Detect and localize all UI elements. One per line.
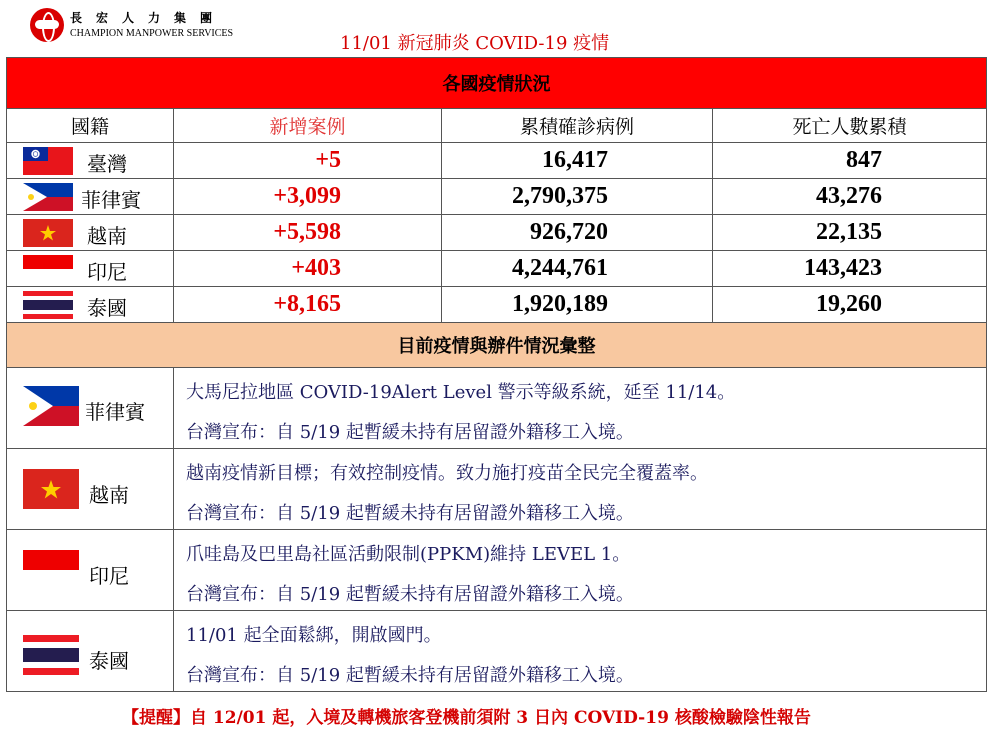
total-cases-value: 1,920,189 [442, 287, 713, 323]
stats-table [6, 57, 987, 323]
table-row [7, 179, 987, 215]
policy-text: 台灣宣布：自 5/19 起暫緩未持有居留證外籍移工入境。 [186, 503, 634, 524]
deaths-value: 43,276 [713, 179, 987, 215]
column-header-deaths: 死亡人數累積 [713, 109, 987, 143]
policy-text: 台灣宣布：自 5/19 起暫緩未持有居留證外籍移工入境。 [186, 665, 634, 686]
entry-reminder: 【提醒】自 12/01 起，入境及轉機旅客登機前須附 3 日內 COVID-19 核酸檢驗陰性報告 [122, 708, 811, 728]
status-text: 大馬尼拉地區 COVID-19Alert Level 警示等級系統，延至 11/14。 [186, 382, 736, 403]
table-row [7, 215, 987, 251]
list-item [7, 449, 987, 530]
list-item [7, 611, 987, 692]
company-name-cn: 長宏人力集團 [70, 11, 227, 25]
taiwan-flag-icon [23, 147, 73, 175]
summary-section-title: 目前疫情與辦件情況彙整 [7, 323, 987, 368]
list-item [7, 368, 987, 449]
status-text: 越南疫情新目標；有效控制疫情。致力施打疫苗全民完全覆蓋率。 [186, 463, 708, 484]
philippines-flag-icon [23, 183, 73, 211]
deaths-value: 19,260 [713, 287, 987, 323]
company-logo-icon [30, 8, 64, 42]
philippines-flag-icon [23, 386, 79, 426]
deaths-value: 143,423 [713, 251, 987, 287]
total-cases-value: 926,720 [442, 215, 713, 251]
country-name: 印尼 [87, 260, 127, 284]
new-cases-value: +5,598 [174, 215, 442, 251]
total-cases-value: 2,790,375 [442, 179, 713, 215]
stats-section-title: 各國疫情狀況 [7, 58, 987, 109]
company-name-en: CHAMPION MANPOWER SERVICES [70, 28, 234, 39]
total-cases-value: 4,244,761 [442, 251, 713, 287]
table-row [7, 287, 987, 323]
policy-text: 台灣宣布：自 5/19 起暫緩未持有居留證外籍移工入境。 [186, 584, 634, 605]
summary-table [6, 322, 987, 692]
country-name: 菲律賓 [85, 400, 145, 424]
country-name: 印尼 [89, 564, 129, 588]
policy-text: 台灣宣布：自 5/19 起暫緩未持有居留證外籍移工入境。 [186, 422, 634, 443]
indonesia-flag-icon [23, 550, 79, 590]
new-cases-value: +3,099 [174, 179, 442, 215]
vietnam-flag-icon [23, 469, 79, 509]
total-cases-value: 16,417 [442, 143, 713, 179]
column-header-country: 國籍 [7, 109, 174, 143]
country-name: 泰國 [87, 296, 127, 320]
country-name: 越南 [89, 483, 129, 507]
country-name: 越南 [87, 224, 127, 248]
thailand-flag-icon [23, 291, 73, 319]
country-name: 菲律賓 [81, 188, 141, 212]
country-name: 臺灣 [87, 152, 127, 176]
table-row [7, 143, 987, 179]
new-cases-value: +8,165 [174, 287, 442, 323]
table-row [7, 251, 987, 287]
deaths-value: 22,135 [713, 215, 987, 251]
thailand-flag-icon [23, 635, 79, 675]
vietnam-flag-icon [23, 219, 73, 247]
status-text: 11/01 起全面鬆綁，開啟國門。 [186, 625, 442, 646]
list-item [7, 530, 987, 611]
column-header-new-cases: 新增案例 [174, 109, 442, 143]
document-title: 11/01 新冠肺炎 COVID-19 疫情 [340, 33, 610, 54]
indonesia-flag-icon [23, 255, 73, 283]
country-name: 泰國 [89, 649, 129, 673]
deaths-value: 847 [713, 143, 987, 179]
status-text: 爪哇島及巴里島社區活動限制(PPKM)維持 LEVEL 1。 [186, 544, 631, 565]
new-cases-value: +403 [174, 251, 442, 287]
column-header-total-cases: 累積確診病例 [442, 109, 713, 143]
new-cases-value: +5 [174, 143, 442, 179]
